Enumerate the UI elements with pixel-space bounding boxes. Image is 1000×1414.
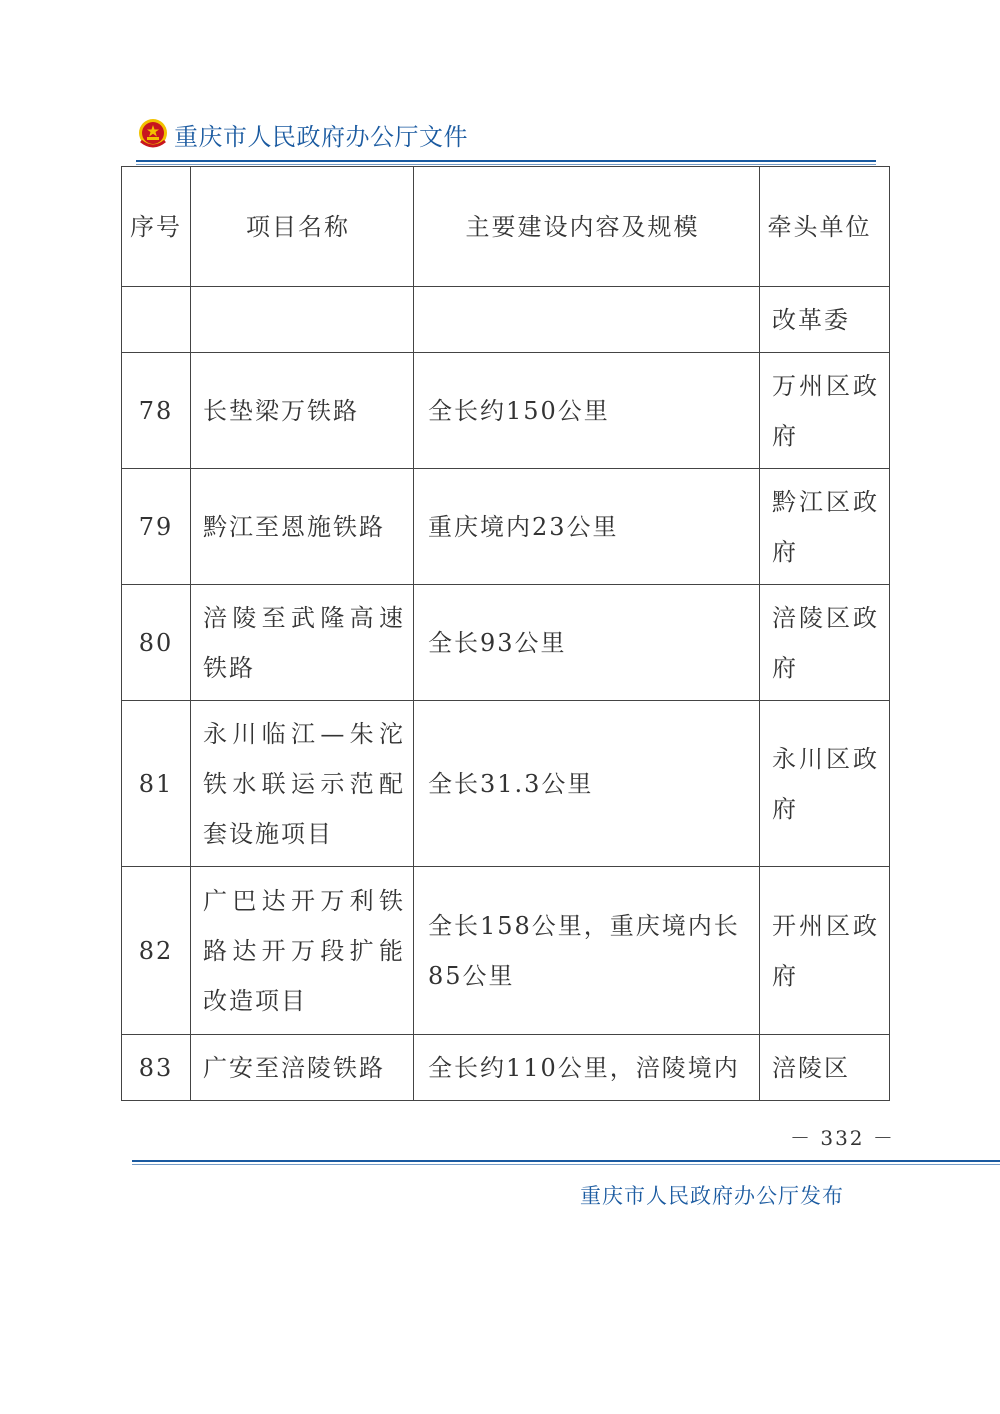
cell-lead: 永川区政府 [760,701,890,867]
column-header-name: 项目名称 [191,167,414,287]
header-title: 重庆市人民政府办公厅文件 [174,122,468,151]
cell-content: 全长158公里，重庆境内长85公里 [414,867,760,1035]
cell-name: 长垫梁万铁路 [191,353,414,469]
footer-divider-thin [132,1164,1000,1165]
cell-name: 广巴达开万利铁路达开万段扩能改造项目 [191,867,414,1035]
table-row [122,701,890,867]
table-row [122,867,890,1035]
footer-publisher: 重庆市人民政府办公厅发布 [580,1184,844,1208]
table-row [122,585,890,701]
cell-lead: 涪陵区 [760,1035,890,1101]
cell-no: 78 [122,353,191,469]
cell-name: 黔江至恩施铁路 [191,469,414,585]
cell-name [191,287,414,353]
project-table [121,166,890,1101]
column-header-lead: 牵头单位 [760,167,890,287]
page-number: － 332 － [790,1126,895,1150]
cell-no: 81 [122,701,191,867]
cell-lead: 开州区政府 [760,867,890,1035]
cell-lead: 改革委 [760,287,890,353]
cell-lead: 万州区政府 [760,353,890,469]
cell-content: 重庆境内23公里 [414,469,760,585]
cell-lead: 黔江区政府 [760,469,890,585]
header-divider [136,160,876,162]
cell-no: 79 [122,469,191,585]
table-header-row [122,167,890,287]
cell-no: 82 [122,867,191,1035]
cell-no: 80 [122,585,191,701]
table-row [122,1035,890,1101]
cell-content: 全长93公里 [414,585,760,701]
table-row [122,353,890,469]
cell-content [414,287,760,353]
cell-no: 83 [122,1035,191,1101]
cell-lead: 涪陵区政府 [760,585,890,701]
national-emblem-icon [136,117,170,151]
cell-content: 全长约110公里，涪陵境内 [414,1035,760,1101]
cell-name: 广安至涪陵铁路 [191,1035,414,1101]
cell-no [122,287,191,353]
cell-name: 永川临江—朱沱铁水联运示范配套设施项目 [191,701,414,867]
table-row [122,287,890,353]
footer-divider [132,1160,1000,1162]
table-row [122,469,890,585]
column-header-content: 主要建设内容及规模 [414,167,760,287]
cell-content: 全长31.3公里 [414,701,760,867]
document-header [136,112,468,156]
column-header-no: 序号 [122,167,191,287]
cell-name: 涪陵至武隆高速铁路 [191,585,414,701]
header-divider-thin [136,164,876,165]
cell-content: 全长约150公里 [414,353,760,469]
